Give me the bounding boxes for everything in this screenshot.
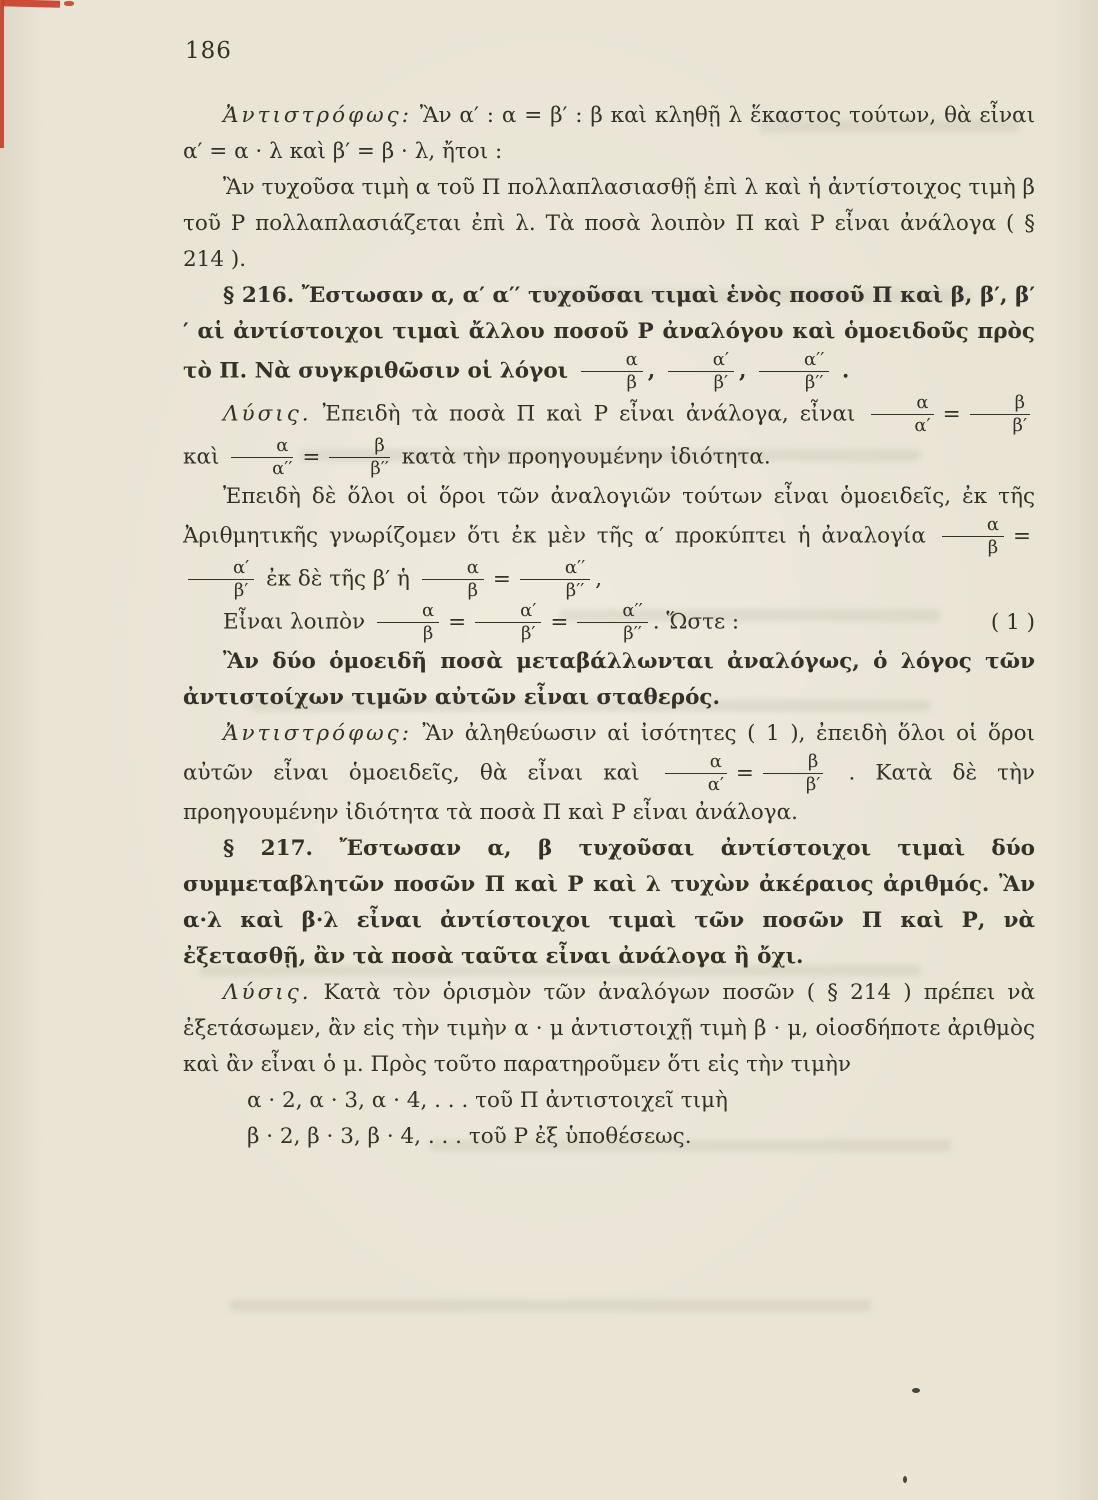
- fraction-a2-over-b2: $\frac{\alpha''}{\beta''}$: [577, 601, 647, 644]
- fraction-b-over-b1: $\frac{\beta}{\beta'}$: [763, 752, 823, 795]
- equals-sign: =: [1012, 523, 1031, 549]
- paragraph-text: Ἐπειδὴ τὰ ποσὰ Π καὶ Ρ εἶναι ἀνάλογα, εἶναι: [311, 401, 856, 427]
- lead-word-antistrofos: Ἀντιστρόφως:: [223, 103, 412, 128]
- paragraph-text: Ἂν τυχοῦσα τιμὴ α τοῦ Π πολλαπλασιασθῇ ἐπὶ λ καὶ ἡ ἀντίστοιχος τιμὴ β τοῦ Ρ πολλαπλασιάζεται ἐπὶ λ. Τὰ ποσὰ λοιπὸν Π καὶ Ρ εἶναι ἀνάλογα ( § 214 ).: [183, 175, 1035, 272]
- word-kai: καὶ: [183, 444, 227, 470]
- ink-speck: [903, 1476, 907, 1483]
- paragraph-lysis-216: [183, 393, 1035, 479]
- paragraph-text: Εἶναι λοιπὸν: [223, 609, 366, 635]
- red-corner-mark: [2, 0, 60, 8]
- paragraph-section-217: [183, 831, 1035, 975]
- fraction-a-over-b: $\frac{\alpha}{\beta}$: [377, 601, 439, 644]
- fraction-b-over-b1: $\frac{\beta}{\beta'}$: [970, 393, 1030, 436]
- page-number: 186: [185, 38, 232, 64]
- fraction-a-over-a1: $\frac{\alpha}{\alpha'}$: [665, 752, 727, 795]
- lead-word-antistrofos: Ἀντιστρόφως:: [223, 721, 412, 746]
- paragraph-homogeneous-terms: [183, 479, 1035, 601]
- paragraph-theorem-statement: [183, 644, 1035, 716]
- text-column: [183, 98, 1035, 1155]
- paragraph-series-alpha: [183, 1083, 1035, 1119]
- paragraph-converse-216: [183, 716, 1035, 831]
- fraction-a2-over-b2: $\frac{\alpha''}{\beta''}$: [520, 558, 590, 601]
- paragraph-text: . Κατὰ δὲ τὴν προηγουμένην ἰδιότητα τὰ ποσὰ Π καὶ Ρ εἶναι ἀνάλογα.: [183, 760, 1035, 825]
- paragraph-text: Ἂν α′ : α = β′ : β καὶ κληθῇ λ ἕκαστος τούτων, θὰ εἶναι α′ = α · λ καὶ β′ = β · λ, ἤτοι :: [183, 103, 1035, 164]
- period: .: [834, 358, 850, 384]
- equals-sign: =: [550, 609, 569, 635]
- fraction-a-over-a1: $\frac{\alpha}{\alpha'}$: [871, 393, 933, 436]
- paragraph-text: Κατὰ τὸν ὁρισμὸν τῶν ἀναλόγων ποσῶν ( § 214 ) πρέπει νὰ ἐξετάσωμεν, ἂν εἰς τὴν τιμὴν α · μ ἀντιστοιχῇ τιμὴ β · μ, οἱοσδήποτε ἀριθμὸς καὶ ἂν εἶναι ὁ μ. Πρὸς τοῦτο παρατηροῦμεν ὅτι εἰς τὴν τιμὴν: [183, 980, 1035, 1077]
- paragraph-lysis-217: [183, 975, 1035, 1083]
- equals-sign: =: [942, 401, 961, 427]
- bleed-through-mark: [230, 1300, 870, 1311]
- comma: ,: [739, 358, 747, 384]
- equals-sign: =: [302, 444, 321, 470]
- comma: ,: [595, 566, 603, 592]
- paragraph-text: κατὰ τὴν προηγουμένην ἰδιότητα.: [394, 444, 771, 470]
- series-text: α · 2, α · 3, α · 4, . . . τοῦ Π ἀντιστοιχεῖ τιμὴ: [247, 1088, 728, 1113]
- fraction-a1-over-b1: $\frac{\alpha'}{\beta'}$: [188, 558, 254, 601]
- lead-word-lysis: Λύσις.: [223, 980, 312, 1005]
- fraction-a2-over-b2: $\frac{\alpha''}{\beta''}$: [759, 350, 829, 393]
- equals-sign: =: [492, 566, 511, 592]
- paragraph-text: Ἐπειδὴ δὲ ὅλοι οἱ ὅροι τῶν ἀναλογιῶν τούτων εἶναι ὁμοειδεῖς, ἐκ τῆς Ἀριθμητικῆς γνωρίζομεν ὅτι ἐκ μὲν τῆς α′ προκύπτει ἡ ἀναλογία: [183, 484, 1035, 549]
- paragraph-converse-1: [183, 98, 1035, 170]
- fraction-a-over-b: $\frac{\alpha}{\beta}$: [422, 558, 484, 601]
- theorem-text: Ἂν δύο ὁμοειδῆ ποσὰ μεταβάλλωνται ἀναλόγως, ὁ λόγος τῶν ἀντιστοίχων τιμῶν αὐτῶν εἶναι σταθερός.: [183, 649, 1035, 710]
- fraction-a-over-b: $\frac{\alpha}{\beta}$: [581, 350, 643, 393]
- equation-number: ( 1 ): [990, 609, 1035, 635]
- red-margin-mark: [0, 0, 4, 148]
- ink-speck: [912, 1388, 920, 1393]
- fraction-a-over-b: $\frac{\alpha}{\beta}$: [942, 515, 1004, 558]
- fraction-a1-over-b1: $\frac{\alpha'}{\beta'}$: [668, 350, 734, 393]
- paragraph-series-beta: [183, 1119, 1035, 1155]
- fraction-a1-over-b1: $\frac{\alpha'}{\beta'}$: [475, 601, 541, 644]
- section-217-text: § 217. Ἔστωσαν α, β τυχοῦσαι ἀντίστοιχοι τιμαὶ δύο συμμεταβλητῶν ποσῶν Π καὶ Ρ καὶ λ τυχὼν ἀκέραιος ἀριθμός. Ἂν α·λ καὶ β·λ εἶναι ἀντίστοιχοι τιμαὶ τῶν ποσῶν Π καὶ Ρ, νὰ ἐξετασθῇ, ἂν τὰ ποσὰ ταῦτα εἶναι ἀνάλογα ἢ ὄχι.: [183, 836, 1035, 969]
- red-corner-dot: [64, 1, 74, 6]
- paragraph-section-216: [183, 278, 1035, 393]
- fraction-b-over-b2: $\frac{\beta}{\beta''}$: [329, 436, 389, 479]
- paragraph-text: ἐκ δὲ τῆς β′ ἡ: [259, 566, 417, 592]
- paragraph-equation-1: [183, 601, 1035, 644]
- equals-sign: =: [735, 760, 754, 786]
- series-text: β · 2, β · 3, β · 4, . . . τοῦ Ρ ἐξ ὑποθέσεως.: [247, 1124, 692, 1149]
- paragraph-text: . Ὥστε :: [652, 609, 740, 635]
- fraction-a-over-a2: $\frac{\alpha}{\alpha''}$: [231, 436, 293, 479]
- section-216-text: § 216. Ἔστωσαν α, α′ α′′ τυχοῦσαι τιμαὶ ἑνὸς ποσοῦ Π καὶ β, β′, β′′ αἱ ἀντίστοιχοι τιμαὶ ἄλλου ποσοῦ Ρ ἀναλόγου καὶ ὁμοειδοῦς πρὸς τὸ Π. Νὰ συγκριθῶσιν οἱ λόγοι: [183, 283, 1035, 384]
- paragraph-text: Ἂν ἀληθεύωσιν αἱ ἰσότητες ( 1 ), ἐπειδὴ ὅλοι οἱ ὅροι αὐτῶν εἶναι ὁμοειδεῖς, θὰ εἶναι καὶ: [183, 721, 1035, 786]
- equals-sign: =: [448, 609, 467, 635]
- lead-word-lysis: Λύσις.: [223, 401, 312, 427]
- paragraph-multiplication-rule: [183, 170, 1035, 278]
- comma: ,: [647, 358, 656, 384]
